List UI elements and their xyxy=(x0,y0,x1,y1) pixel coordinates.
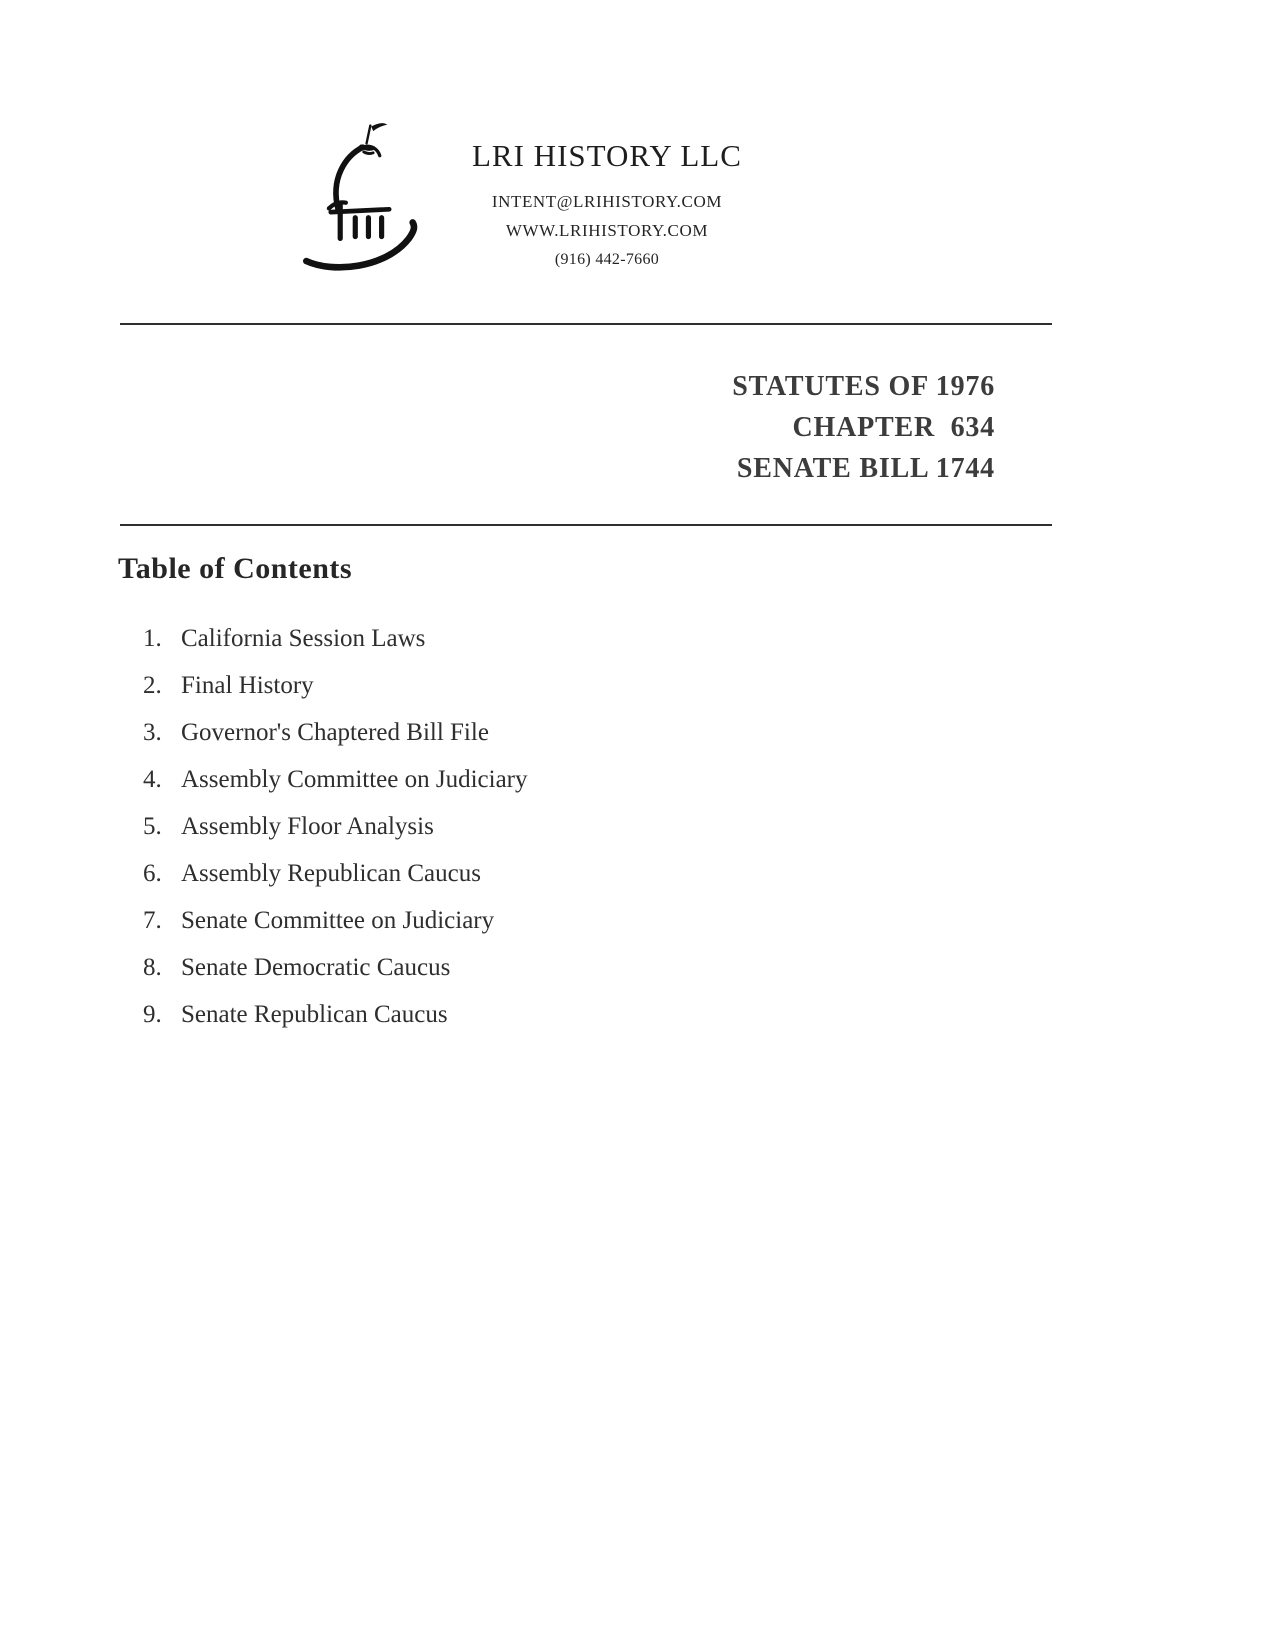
capitol-dome-logo-icon xyxy=(295,118,440,278)
toc-item-number: 4. xyxy=(143,766,162,793)
toc-item-label: Senate Democratic Caucus xyxy=(181,954,451,981)
toc-item xyxy=(143,906,527,936)
title-block xyxy=(120,366,1052,489)
toc-item xyxy=(143,624,527,654)
toc-item xyxy=(143,718,527,748)
toc-item xyxy=(143,765,527,795)
toc-item-label: Final History xyxy=(181,672,314,699)
toc-item xyxy=(143,671,527,701)
company-email: INTENT@LRIHISTORY.COM xyxy=(491,192,723,211)
divider-bottom xyxy=(120,524,1052,526)
toc-item-label: Assembly Floor Analysis xyxy=(181,813,434,840)
company-website: WWW.LRIHISTORY.COM xyxy=(505,221,709,240)
company-contact-block xyxy=(472,118,742,274)
toc-item xyxy=(143,953,527,983)
statutes-line: STATUTES OF 1976 xyxy=(732,371,995,402)
senate-bill-line: SENATE BILL 1744 xyxy=(736,453,995,484)
chapter-line: CHAPTER 634 xyxy=(792,412,995,443)
letterhead xyxy=(295,118,742,278)
capitol-sketch-icon xyxy=(295,118,440,278)
toc-item-label: Assembly Republican Caucus xyxy=(181,860,481,887)
divider-top xyxy=(120,323,1052,325)
toc-item-number: 3. xyxy=(143,719,162,746)
toc-item-number: 6. xyxy=(143,860,162,887)
company-name: LRI HISTORY LLC xyxy=(472,138,742,173)
toc-item-label: Senate Committee on Judiciary xyxy=(181,907,495,934)
toc-list xyxy=(143,624,527,1047)
toc-item-number: 8. xyxy=(143,954,162,981)
toc-heading: Table of Contents xyxy=(118,552,353,585)
toc-item-number: 7. xyxy=(143,907,162,934)
toc-item xyxy=(143,1000,527,1030)
toc-item xyxy=(143,859,527,889)
toc-item-label: Assembly Committee on Judiciary xyxy=(181,766,528,793)
toc-item-number: 2. xyxy=(143,672,162,699)
toc-item-number: 5. xyxy=(143,813,162,840)
toc-item-label: Governor's Chaptered Bill File xyxy=(181,719,489,746)
toc-item-number: 1. xyxy=(143,625,162,652)
toc-item xyxy=(143,812,527,842)
toc-item-label: California Session Laws xyxy=(181,625,426,652)
company-phone: (916) 442-7660 xyxy=(554,251,660,268)
toc-item-number: 9. xyxy=(143,1001,162,1028)
toc-item-label: Senate Republican Caucus xyxy=(181,1001,448,1028)
